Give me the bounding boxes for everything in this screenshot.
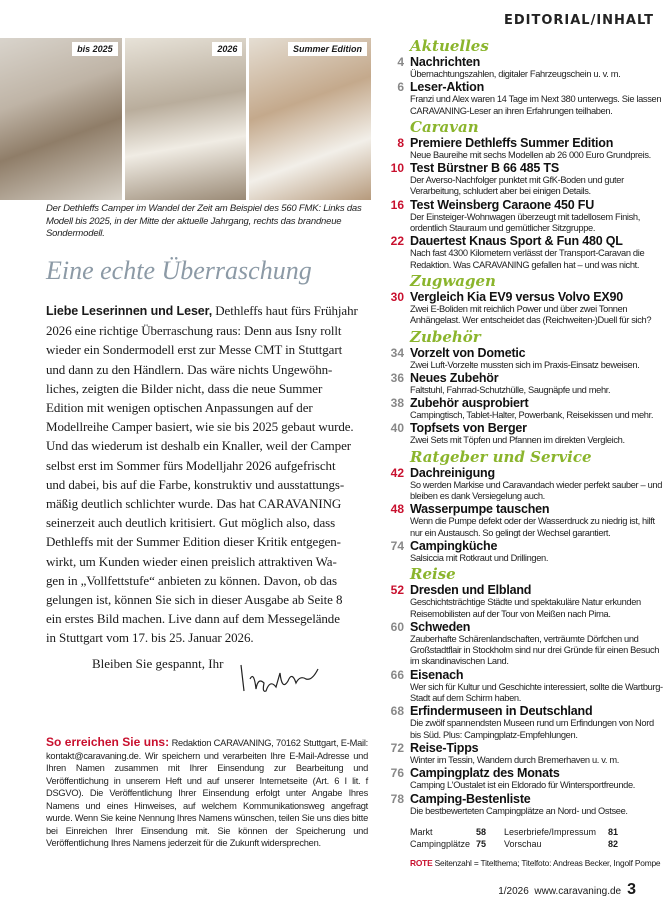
misc-index bbox=[410, 826, 664, 850]
toc-item-desc: So werden Markise und Caravandach wieder perfekt sauber – und bleiben es dank Versiegelung auch. bbox=[410, 479, 663, 502]
toc-item-title: Nachrichten bbox=[410, 55, 481, 69]
contact-text: Redaktion CARAVANING, 70162 Stuttgart, E-Mail: kontakt@caravaning.de. Wir speichern und verarbeiten Ihre E-Mail-Adresse und Ihren Namen zusammen mit Ihrer Einsendung zur Bearbeitung und Veröffentlichung in unserem Heft und auf unserer Internetseite (Art. 6 I lit. f DSGVO). Die Veröffentlichung Ihrer Einsendung erfolgt unter Angabe Ihres Namens und eines Hinweises, auf welchem Kommunikationsweg angefragt wurde. Wenn Sie keine Nennung Ihres Namens wünschen, teilen Sie uns dies bitte bei Einreichen Ihrer Einsendung mit. Sie können der Speicherung und Veröffentlichung Ihres Namens jederzeit für die Zukunft widersprechen. bbox=[46, 738, 368, 848]
toc-item-title: Campingküche bbox=[410, 538, 498, 553]
toc-page-number: 38 bbox=[390, 396, 404, 411]
toc-item-title: Test Weinsberg Caraone 450 FU bbox=[410, 197, 595, 212]
contact-box bbox=[46, 736, 368, 850]
toc-item[interactable] bbox=[382, 396, 664, 421]
toc-section-heading: Caravan bbox=[410, 117, 479, 136]
toc-page-number: 10 bbox=[390, 161, 404, 176]
toc-item-title: Dauertest Knaus Sport & Fun 480 QL bbox=[410, 234, 623, 249]
toc-page-number: 4 bbox=[397, 55, 404, 69]
toc-section-heading: Aktuelles bbox=[410, 37, 489, 55]
body-line: seinerzeit auch deutlich kritisiert. Gut möglich also, dass bbox=[46, 515, 336, 531]
red-label: ROTE bbox=[410, 857, 433, 868]
body-line: mäßig deutlich schlichter wurde. Das hat CARAVANING bbox=[46, 496, 342, 512]
toc-item-title: Eisenach bbox=[410, 667, 464, 682]
photo-tag: Summer Edition bbox=[288, 42, 367, 56]
body-line: wieder ein Sondermodell erst zur Messe CMT in Stuttgart bbox=[46, 342, 343, 358]
body-line: und dabei, bis auf die Farbe, konstruktiv und ausstattungs- bbox=[46, 476, 345, 492]
toc-item-desc: Zwei E-Boliden mit reichlich Power und über zwei Tonnen Anhängelast. Wer entscheidet das (Reichweiten-)Duell für sich? bbox=[410, 303, 652, 326]
toc-item-title: Schweden bbox=[410, 619, 471, 634]
table-of-contents bbox=[382, 36, 664, 899]
photo-strip bbox=[0, 38, 371, 200]
editorial-body bbox=[46, 301, 382, 648]
photo-2025 bbox=[0, 38, 122, 200]
toc-item-title: Vorzelt von Dometic bbox=[410, 345, 526, 360]
toc-item[interactable] bbox=[382, 668, 664, 705]
toc-item-desc: Zauberhafte Schärenlandschaften, verträumte Dörfchen und Großstadtflair in Stockholm sind nur drei Gründe für einen Besuch im skandinavischen Land. bbox=[410, 633, 660, 667]
body-line: Edition mit wenigen optischen Anpassungen auf der bbox=[46, 400, 313, 416]
toc-page-number: 66 bbox=[390, 667, 404, 682]
toc-item-title: Vergleich Kia EV9 versus Volvo EX90 bbox=[410, 289, 624, 304]
body-line: in Stuttgart vom 17. bis 25. Januar 2026. bbox=[46, 630, 254, 646]
toc-page-number: 74 bbox=[390, 538, 404, 553]
contact-label: So erreichen Sie uns: bbox=[46, 735, 170, 749]
toc-page-number: 8 bbox=[397, 135, 404, 150]
body-line: Dethleffs mit der Summer Edition dieser Kritik entgegen- bbox=[46, 534, 341, 550]
toc-item[interactable] bbox=[382, 741, 664, 766]
toc-item[interactable] bbox=[382, 346, 664, 371]
toc-page-number: 40 bbox=[390, 421, 404, 436]
toc-page-number: 78 bbox=[390, 791, 404, 806]
toc-item[interactable] bbox=[382, 198, 664, 235]
misc-page: 75 bbox=[476, 838, 487, 849]
toc-item[interactable] bbox=[382, 792, 664, 817]
body-line: Und das wiederum ist deshalb ein Knaller, weil der Camper bbox=[46, 438, 351, 454]
toc-item[interactable] bbox=[382, 421, 664, 446]
toc-page-number: 52 bbox=[390, 583, 404, 598]
toc-page-number: 34 bbox=[390, 345, 404, 360]
misc-label[interactable]: Markt bbox=[410, 826, 433, 837]
toc-item-desc: Die zwölf spannendsten Museen rund um Erfindungen von Nord bis Süd. Plus: Campingplatz-Empfehlungen. bbox=[410, 718, 654, 740]
toc-section-heading: Ratgeber und Service bbox=[410, 447, 592, 466]
issue: 1/2026 bbox=[498, 885, 529, 897]
toc-item-desc: Nach fast 4300 Kilometern verlässt der Transport-Caravan die Redaktion. Was CARAVANING gefallen hat – und was nicht. bbox=[410, 248, 645, 270]
toc-item-desc: Wer sich für Kultur und Geschichte interessiert, sollte die Wartburg-Stadt auf dem Schirm haben. bbox=[410, 681, 663, 704]
toc-item-title: Camping-Bestenliste bbox=[410, 791, 531, 806]
toc-page-number: 68 bbox=[390, 704, 404, 719]
signature-icon bbox=[236, 657, 326, 697]
toc-item[interactable] bbox=[382, 161, 664, 198]
toc-item-desc: Winter im Tessin, Wandern durch Bremerhaven u. v. m. bbox=[410, 754, 619, 765]
toc-item[interactable] bbox=[382, 136, 664, 161]
toc-page-number: 60 bbox=[390, 619, 404, 634]
toc-page-number: 36 bbox=[390, 370, 404, 385]
toc-item-title: Reise-Tipps bbox=[410, 740, 479, 755]
photo-tag: 2026 bbox=[212, 42, 242, 56]
toc-page-number: 30 bbox=[390, 289, 404, 304]
toc-item-desc: Camping L'Oustalet ist ein Eldorado für Wintersportfreunde. bbox=[410, 780, 636, 791]
body-line: und dann zu den Händlern. Das wäre nichts Ungewöhn- bbox=[46, 361, 333, 377]
misc-label[interactable]: Campingplätze bbox=[410, 838, 471, 849]
toc-item-desc: Campingtisch, Tablet-Halter, Powerbank, Reisekissen und mehr. bbox=[410, 410, 654, 421]
toc-item-desc: Übernachtungszahlen, digitaler Fahrzeugschein u. v. m. bbox=[410, 69, 621, 79]
toc-item-title: Premiere Dethleffs Summer Edition bbox=[410, 135, 614, 150]
toc-page-number: 16 bbox=[390, 197, 404, 212]
section-header: EDITORIAL/INHALT bbox=[503, 13, 654, 28]
toc-item-title: Campingplatz des Monats bbox=[410, 766, 560, 781]
body-line: liches, zeigten die Bilder nicht, dass die neue Summer bbox=[46, 380, 323, 396]
toc-item-desc: Der Averso-Nachfolger punktet mit GfK-Boden und guter Verarbeitung, schludert aber bei einigen Details. bbox=[410, 175, 624, 197]
body-line: 2026 eine richtige Überraschung raus: Denn aus Isny rollt bbox=[46, 323, 342, 339]
photo-summer-edition bbox=[249, 38, 371, 200]
misc-page: 82 bbox=[608, 838, 619, 849]
body-line: selbst erst im Sommer fürs Modelljahr 2026 aufgefrischt bbox=[46, 457, 336, 473]
body-line: Dethleffs haut fürs Frühjahr bbox=[212, 303, 358, 318]
toc-item[interactable] bbox=[382, 55, 664, 80]
toc-item[interactable] bbox=[382, 80, 664, 117]
toc-item-desc: Neue Baureihe mit sechs Modellen ab 26 000 Euro Grundpreis. bbox=[410, 149, 651, 160]
body-line: Modellreihe Camper basiert, wie sie bis 2025 gebaut wurde. bbox=[46, 419, 354, 435]
toc-section-heading: Zubehör bbox=[410, 327, 481, 346]
toc-item-title: Zubehör ausprobiert bbox=[410, 396, 529, 411]
website-link[interactable]: www.caravaning.de bbox=[534, 885, 622, 897]
misc-page: 81 bbox=[608, 826, 619, 837]
toc-item-desc: Salsiccia mit Rotkraut und Drillingen. bbox=[410, 552, 549, 563]
toc-page-number: 72 bbox=[390, 740, 404, 755]
body-line: gen in „Vollfettstufe“ anbieten zu können. Davon, ob das bbox=[46, 572, 337, 588]
toc-item-desc: Die bestbewerteten Campingplätze an Nord- und Ostsee. bbox=[410, 805, 628, 816]
toc-item[interactable] bbox=[382, 290, 664, 327]
misc-page: 58 bbox=[476, 826, 487, 837]
toc-item[interactable] bbox=[382, 502, 664, 539]
body-line: ein erstes Bild machen. Live dann auf dem Messegelände bbox=[46, 611, 340, 627]
editorial-title: Eine echte Überraschung bbox=[46, 256, 312, 285]
toc-item[interactable] bbox=[382, 371, 664, 396]
page-number: 3 bbox=[627, 880, 636, 898]
toc-item-title: Leser-Aktion bbox=[410, 80, 485, 95]
toc-item[interactable] bbox=[382, 234, 664, 271]
toc-item-title: Wasserpumpe tauschen bbox=[410, 502, 550, 517]
toc-item[interactable] bbox=[382, 766, 664, 791]
toc-item-title: Test Bürstner B 66 485 TS bbox=[410, 161, 559, 176]
toc-item-desc: Geschichtsträchtige Städte und spektakuläre Natur erkunden Reisemobilisten auf der Tour von Meißen nach Pirna. bbox=[410, 597, 641, 619]
credits-note bbox=[410, 858, 664, 869]
toc-item-desc: Zwei Luft-Vorzelte mussten sich im Praxis-Einsatz beweisen. bbox=[410, 359, 640, 370]
toc-page-number: 48 bbox=[390, 502, 404, 517]
toc-item-desc: Der Einsteiger-Wohnwagen überzeugt mit tadellosem Finish, ordentlich Stauraum und gemütlicher Sitzgruppe. bbox=[410, 211, 640, 234]
toc-item[interactable] bbox=[382, 620, 664, 668]
toc-item[interactable] bbox=[382, 704, 664, 741]
toc-section-heading: Reise bbox=[410, 565, 456, 584]
lead: Liebe Leserinnen und Leser, bbox=[46, 304, 213, 318]
toc-page-number: 42 bbox=[390, 465, 404, 480]
toc-item-title: Dresden und Elbland bbox=[410, 583, 532, 598]
signoff: Bleiben Sie gespannt, Ihr bbox=[92, 656, 224, 671]
toc-item-desc: Faltstuhl, Fahrrad-Schutzhülle, Saugnäpfe und mehr. bbox=[410, 384, 611, 395]
misc-label[interactable]: Leserbriefe/Impressum bbox=[504, 826, 597, 837]
misc-label[interactable]: Vorschau bbox=[504, 838, 542, 849]
toc-page-number: 6 bbox=[397, 80, 404, 95]
toc-item-desc: Zwei Sets mit Töpfen und Pfannen im direkten Vergleich. bbox=[410, 435, 625, 446]
photo-2026 bbox=[125, 38, 247, 200]
toc-page-number: 22 bbox=[390, 234, 404, 249]
photo-caption: Der Dethleffs Camper im Wandel der Zeit am Beispiel des 560 FMK: Links das Modell bis 2025, in der Mitte der aktuelle Jahrgang, rechts das brandneue Sondermodell. bbox=[46, 203, 362, 239]
toc-item-desc: Wenn die Pumpe defekt oder der Wasserdruck zu niedrig ist, hilft nur ein Austausch. So gelingt der Wechsel garantiert. bbox=[410, 516, 655, 538]
toc-item-title: Erfindermuseen in Deutschland bbox=[410, 704, 593, 719]
body-line: wirkt, um Kunden wieder einen preislich attraktiven Wa- bbox=[46, 553, 337, 569]
page-footer bbox=[382, 881, 664, 899]
toc-item-desc: Franzi und Alex waren 14 Tage im Next 380 unterwegs. Sie lassen CARAVANING-Leser an ihren Erfahrungen teilhaben. bbox=[410, 94, 662, 116]
toc-item-title: Dachreinigung bbox=[410, 465, 495, 480]
toc-item[interactable] bbox=[382, 466, 664, 503]
toc-page-number: 76 bbox=[390, 766, 404, 781]
toc-item[interactable] bbox=[382, 583, 664, 620]
toc-section-heading: Zugwagen bbox=[410, 271, 496, 290]
body-line: gelungen ist, können Sie sich in dieser Ausgabe ab Seite 8 bbox=[46, 592, 343, 608]
toc-item-title: Topfsets von Berger bbox=[410, 421, 527, 436]
toc-item-title: Neues Zubehör bbox=[410, 370, 499, 385]
note-text: Seitenzahl = Titelthema; Titelfoto: Andreas Becker, Ingolf Pompe bbox=[432, 857, 661, 868]
photo-tag: bis 2025 bbox=[72, 42, 118, 56]
toc-item[interactable] bbox=[382, 539, 664, 564]
